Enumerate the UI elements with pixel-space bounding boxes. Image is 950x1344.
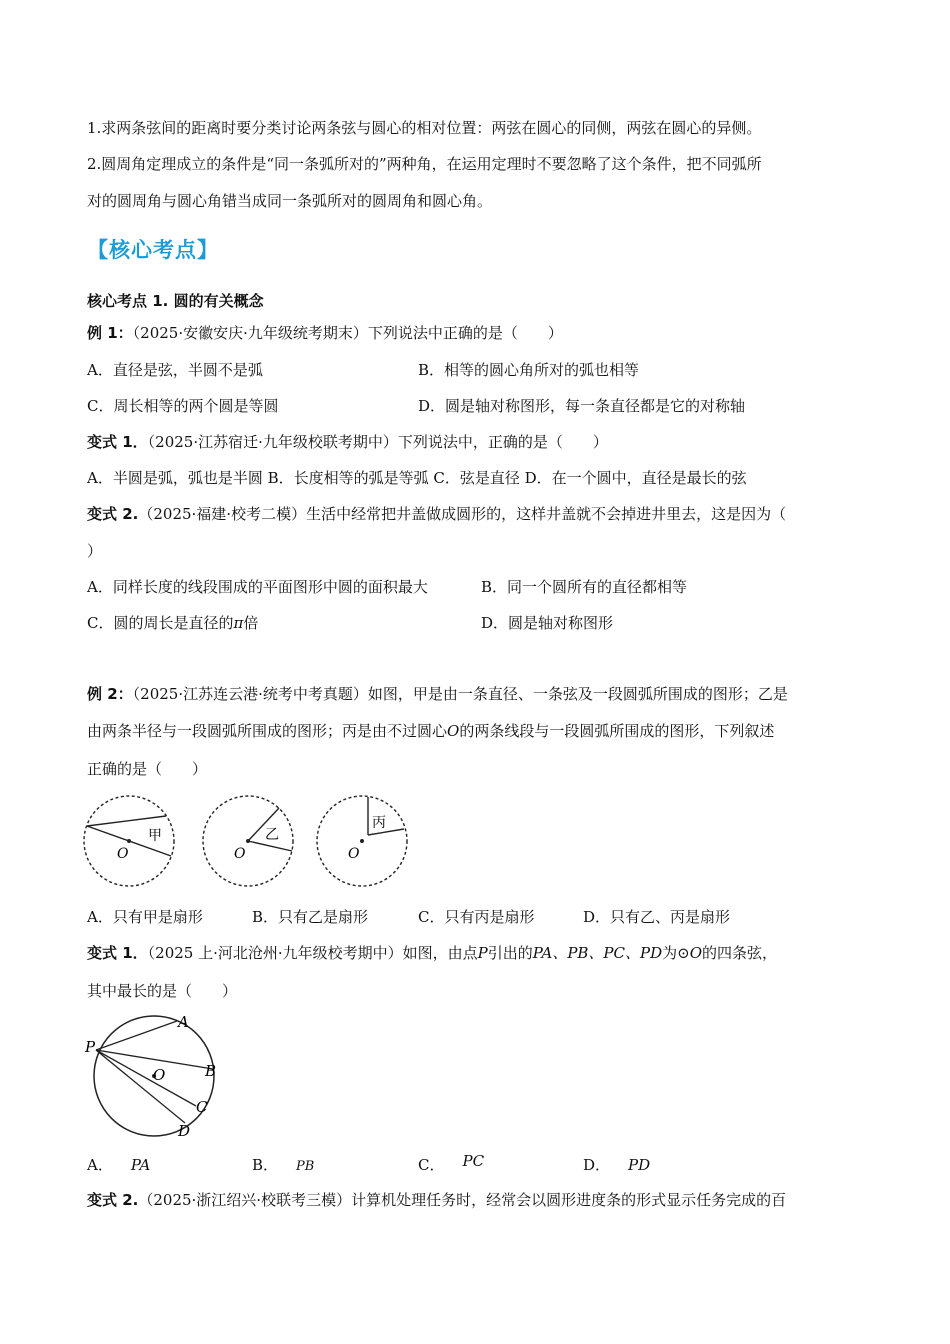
- option-a-value: PA: [130, 1156, 151, 1174]
- variant-2-option-c-tail: 倍: [243, 614, 259, 632]
- option-b-label: B．: [252, 1156, 279, 1174]
- point-p-symbol: P: [477, 944, 488, 962]
- variant-2-option-c: [87, 613, 258, 633]
- example-2-question-line-3: 正确的是（ ）: [87, 760, 208, 778]
- variant-2-text: （2025·福建·校考二模）生活中经常把井盖做成圆形的，这样井盖就不会掉进井里去，这是因为（: [138, 505, 787, 523]
- variant-1b-text-b: 引出的: [487, 944, 533, 962]
- variant-1b-option-b: [252, 1155, 314, 1177]
- variant-1b-text-d: 的四条弦，: [702, 944, 778, 962]
- fig-label-p: P: [85, 1038, 96, 1056]
- example-1-question: [87, 323, 563, 343]
- option-d-value: PD: [628, 1156, 651, 1174]
- jia-label: 甲: [148, 828, 162, 844]
- yi-label: 乙: [265, 827, 279, 843]
- note-2-cont: 对的圆周角与圆心角错当成同一条弧所对的圆周角和圆心角。: [87, 192, 493, 210]
- variant-1b-label: 变式 1．: [87, 944, 148, 962]
- example-2-text-2a: 由两条半径与一段圆弧所围成的图形；丙是由不过圆心: [87, 722, 448, 740]
- example-2-label: 例 2：: [87, 685, 133, 703]
- variant-1-options: A．半圆是弧，弧也是半圆 B．长度相等的弧是等弧 C．弦是直径 D．在一个圆中，直径是最长的弦: [87, 469, 747, 487]
- jia-center-label: O: [117, 846, 129, 862]
- example-2-option-d: D．只有乙、丙是扇形: [583, 908, 731, 926]
- option-d-label: D．: [583, 1156, 611, 1174]
- example-2-option-c: C．只有丙是扇形: [418, 908, 535, 926]
- center-o-symbol: O: [447, 722, 460, 740]
- example-1-text: （2025·安徽安庆·九年级统考期末）下列说法中正确的是（ ）: [132, 324, 563, 342]
- section-heading: 【核心考点】: [87, 238, 219, 262]
- figure-bing: [317, 796, 407, 886]
- variant-1-label: 变式 1．: [87, 433, 148, 451]
- variant-1b-text-a: （2025 上·河北沧州·九年级校考期中）如图，由点: [147, 944, 478, 962]
- variant-1b-question-cont: 其中最长的是（ ）: [87, 982, 238, 1000]
- example-2-text-2b: 的两条线段与一段圆弧所围成的图形，下列叙述: [459, 722, 775, 740]
- note-2: 2.圆周角定理成立的条件是“同一条弧所对的”两种角，在运用定理时不要忽略了这个条件，把不同弧所: [87, 155, 762, 173]
- variant-2-option-a: A．同样长度的线段围成的平面图形中圆的面积最大: [87, 578, 428, 596]
- note-1: 1.求两条弦间的距离时要分类讨论两条弦与圆心的相对位置：两弦在圆心的同侧，两弦在圆心的异侧。: [87, 119, 762, 137]
- variant-2-option-d: D．圆是轴对称图形: [481, 614, 614, 632]
- variant-2b-label: 变式 2.: [87, 1191, 139, 1209]
- example-1-option-d: D．圆是轴对称图形，每一条直径都是它的对称轴: [418, 397, 746, 415]
- example-1-option-b: B．相等的圆心角所对的弧也相等: [418, 361, 640, 379]
- variant-2-option-c-text: C．圆的周长是直径的: [87, 614, 234, 632]
- example-2-option-b: B．只有乙是扇形: [252, 908, 369, 926]
- example-2-figure: [82, 795, 412, 891]
- fig-label-c: C: [196, 1098, 208, 1116]
- option-c-value: PC: [462, 1152, 485, 1170]
- bing-label: 丙: [372, 815, 386, 831]
- yi-center-label: O: [234, 846, 246, 862]
- variant-1-text: （2025·江苏宿迁·九年级校联考期中）下列说法中，正确的是（ ）: [147, 433, 608, 451]
- variant-2b-question: [87, 1190, 786, 1210]
- example-2-text-1: （2025·江苏连云港·统考中考真题）如图，甲是由一条直径、一条弦及一段圆弧所围成的图形；乙是: [132, 685, 788, 703]
- option-a-label: A．: [87, 1156, 113, 1174]
- fig-label-o: O: [153, 1066, 166, 1084]
- fig-label-a: A: [178, 1013, 189, 1031]
- fig-label-d: D: [178, 1122, 191, 1140]
- variant-1b-option-c: [418, 1152, 485, 1175]
- bing-center-label: O: [348, 846, 360, 862]
- variant-1b-text-c: 为: [662, 944, 678, 962]
- variant-2-question: [87, 504, 786, 524]
- example-1-option-a: A．直径是弦，半圆不是弧: [87, 361, 263, 379]
- example-2-option-a: A．只有甲是扇形: [87, 908, 203, 926]
- variant-1b-option-a: [87, 1155, 150, 1175]
- variant-1-question: [87, 432, 608, 452]
- option-b-value: PB: [296, 1159, 315, 1174]
- option-c-label: C．: [418, 1156, 445, 1174]
- example-1-label: 例 1：: [87, 324, 133, 342]
- variant-1b-question: [87, 943, 777, 963]
- example-1-option-c: C．周长相等的两个圆是等圆: [87, 397, 279, 415]
- variant-1b-option-d: [583, 1155, 650, 1175]
- pi-symbol: π: [233, 614, 244, 632]
- figure-jia: [84, 796, 174, 886]
- example-2-question-line-2: [87, 721, 774, 741]
- fig-label-b: B: [205, 1062, 217, 1080]
- variant-2-label: 变式 2.: [87, 505, 139, 523]
- topic-title: 核心考点 1. 圆的有关概念: [87, 292, 264, 310]
- variant-2-option-b: B．同一个圆所有的直径都相等: [481, 578, 688, 596]
- variant-1b-figure: [82, 1012, 227, 1140]
- figure-yi: [203, 796, 293, 886]
- example-2-question: [87, 684, 788, 704]
- variant-2b-text: （2025·浙江绍兴·校联考三模）计算机处理任务时，经常会以圆形进度条的形式显示任务完成的百: [138, 1191, 787, 1209]
- variant-2-question-cont: ）: [87, 542, 103, 560]
- chords-symbols: PA、PB、PC、PD: [532, 944, 663, 962]
- circle-o-symbol: ⊙O: [677, 944, 703, 962]
